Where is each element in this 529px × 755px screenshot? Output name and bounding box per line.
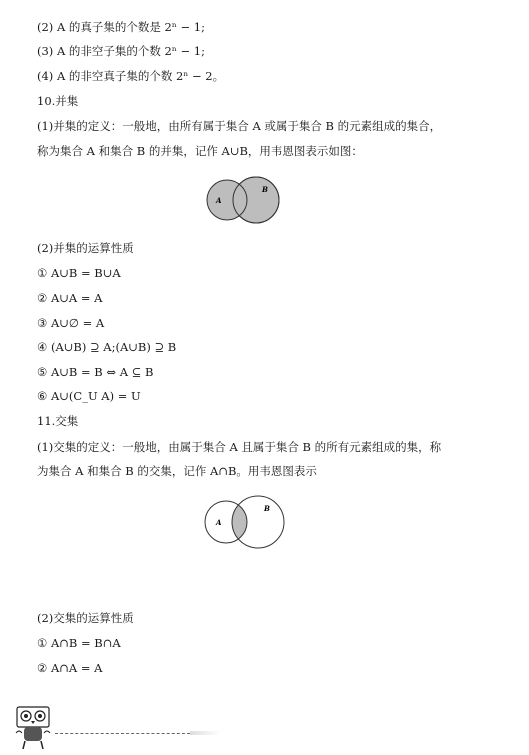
footer-divider [55,733,190,734]
line-nonempty-subset-count: (3) A 的非空子集的个数 2ⁿ − 1; [37,44,205,58]
line-proper-subset-count: (2) A 的真子集的个数是 2ⁿ − 1; [37,20,205,34]
intersection-definition-line-1: (1)交集的定义：一般地，由属于集合 A 且属于集合 B 的所有元素组成的集，称 [37,440,442,454]
union-property-3: ③ A∪∅ = A [37,316,105,330]
section-heading-union: 10.并集 [37,94,79,108]
union-definition-line-2: 称为集合 A 和集合 B 的并集，记作 A∪B，用韦恩图表示如图： [37,144,363,158]
union-definition-line-1: (1)并集的定义：一般地，由所有属于集合 A 或属于集合 B 的元素组成的集合， [37,119,442,133]
venn-circle-a [207,180,247,220]
union-property-1: ① A∪B = B∪A [37,266,121,280]
section-heading-intersection: 11.交集 [37,414,79,428]
union-properties-heading: (2)并集的运算性质 [37,241,134,255]
intersection-property-1: ① A∩B = B∩A [37,636,121,650]
venn-diagram-union [200,171,290,231]
union-property-5: ⑤ A∪B = B ⇔ A ⊆ B [37,365,154,379]
intersection-property-2: ② A∩A = A [37,661,103,675]
union-property-4: ④ (A∪B) ⊇ A;(A∪B) ⊇ B [37,340,177,354]
union-property-6: ⑥ A∪(C_U A) = U [37,389,141,403]
owl-mascot-icon [13,703,53,753]
line-nonempty-proper-subset-count: (4) A 的非空真子集的个数 2ⁿ − 2。 [37,69,225,83]
intersection-definition-line-2: 为集合 A 和集合 B 的交集，记作 A∩B。用韦恩图表示 [37,464,317,478]
venn-label-a: A [216,196,222,205]
union-property-2: ② A∪A = A [37,291,103,305]
footer-divider-fade [190,731,220,735]
intersection-properties-heading: (2)交集的运算性质 [37,611,134,625]
venn-diagram-intersection [200,493,290,553]
venn-label-b: B [262,185,268,194]
venn-label-b: B [264,504,270,513]
venn-label-a: A [216,518,222,527]
